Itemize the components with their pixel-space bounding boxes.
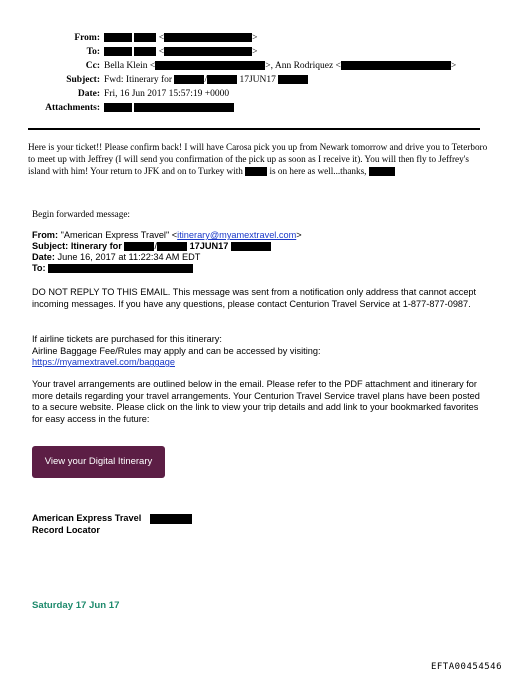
- do-not-reply-notice: DO NOT REPLY TO THIS EMAIL. This message was sent from a notification only address that cannot accept incoming messages. If you have any questions, please contact Centurion Travel Service at 1-877-877-0987.: [32, 287, 477, 309]
- fwd-date-value: June 16, 2017 at 11:22:34 AM EDT: [57, 252, 201, 262]
- redaction: [48, 264, 193, 273]
- redaction: [207, 75, 237, 84]
- redaction: [174, 75, 204, 84]
- redaction: [164, 33, 252, 42]
- redaction: [341, 61, 451, 70]
- arrangements-paragraph: Your travel arrangements are outlined below in the email. Please refer to the PDF attachment and itinerary for more details regarding your travel arrangements. Your Centurion Travel Service travel plans have been posted to a secure website. Please click on the link to view your trip details and add link to your bookmarked favorites for easy access in the future:: [32, 379, 480, 424]
- redaction: [134, 103, 234, 112]
- view-digital-itinerary-button[interactable]: View your Digital Itinerary: [32, 446, 165, 478]
- fwd-subject-prefix: Itinerary for: [70, 241, 122, 251]
- record-locator-title: American Express Travel: [32, 513, 142, 523]
- fwd-to-line: [32, 263, 482, 274]
- subject-prefix: Fwd: Itinerary for: [104, 75, 173, 85]
- redaction: [104, 103, 132, 112]
- baggage-notice: [32, 334, 482, 369]
- message-part-1: Here is your ticket!! Please confirm back! I will have Carosa pick you up from Newark tomorrow and drive you to Teterboro to meet up with Jeffrey (I will send you confirmation of the pick up as soon as I receive it). You will then fly to Jeffrey's island with him! Your return to JFK and on to Turkey with: [28, 142, 488, 176]
- header-divider: [28, 128, 480, 130]
- subject-value: Fwd: Itinerary for / 17JUN17: [104, 75, 308, 85]
- fwd-subject-line: Subject: Itinerary for / 17JUN17: [32, 241, 482, 252]
- cc-name-2: Ann Rodriquez: [274, 61, 334, 71]
- fwd-subject-suffix: 17JUN17: [189, 241, 229, 251]
- redaction: [245, 167, 267, 176]
- baggage-link[interactable]: https://myamextravel.com/baggage: [32, 357, 175, 368]
- attachments-value: [104, 103, 234, 113]
- record-locator-line-2: Record Locator: [32, 524, 100, 535]
- to-value: < >: [104, 47, 257, 57]
- redaction: [150, 514, 192, 524]
- fwd-from-name: "American Express Travel" <: [60, 230, 178, 240]
- fwd-date-line: [32, 252, 482, 263]
- fwd-to-label: To:: [32, 263, 46, 273]
- redaction: [278, 75, 308, 84]
- message-body: [28, 142, 488, 177]
- subject-suffix: 17JUN17: [239, 75, 276, 85]
- to-label: To:: [86, 47, 100, 57]
- forwarded-intro: Begin forwarded message:: [32, 209, 130, 219]
- record-locator: [32, 513, 482, 536]
- baggage-line-2: Airline Baggage Fee/Rules may apply and can be accessed by visiting:: [32, 345, 321, 356]
- fwd-from-close: >: [296, 230, 302, 240]
- redaction: [369, 167, 395, 176]
- redaction: [104, 33, 132, 42]
- baggage-line-1: If airline tickets are purchased for this itinerary:: [32, 334, 222, 344]
- redaction: [157, 242, 187, 251]
- redaction: [134, 47, 156, 56]
- fwd-from-label: From:: [32, 230, 59, 240]
- fwd-date-label: Date:: [32, 252, 55, 262]
- cc-value: Bella Klein < >, Ann Rodriquez < >: [104, 61, 457, 71]
- redaction: [231, 242, 271, 251]
- fwd-subject-label: Subject:: [32, 241, 69, 251]
- redaction: [104, 47, 132, 56]
- date-value: Fri, 16 Jun 2017 15:57:19 +0000: [104, 89, 230, 99]
- redaction: [164, 47, 252, 56]
- redaction: [155, 61, 265, 70]
- from-label: From:: [74, 33, 100, 43]
- cc-label: Cc:: [85, 61, 100, 71]
- record-locator-line-1: [32, 513, 482, 525]
- subject-label: Subject:: [66, 75, 100, 85]
- cc-name-1: Bella Klein: [104, 61, 148, 71]
- bates-number: EFTA00454546: [430, 662, 502, 672]
- message-part-2: is on here as well...thanks,: [269, 165, 367, 176]
- redaction: [124, 242, 154, 251]
- attachments-label: Attachments:: [45, 103, 100, 113]
- fwd-from-email-link[interactable]: itinerary@myamextravel.com: [177, 230, 297, 240]
- itinerary-date-heading: Saturday 17 Jun 17: [32, 600, 120, 611]
- from-value: < >: [104, 33, 257, 43]
- forwarded-header: [32, 230, 482, 274]
- date-label: Date:: [77, 89, 100, 99]
- redaction: [134, 33, 156, 42]
- fwd-from-line: [32, 230, 482, 241]
